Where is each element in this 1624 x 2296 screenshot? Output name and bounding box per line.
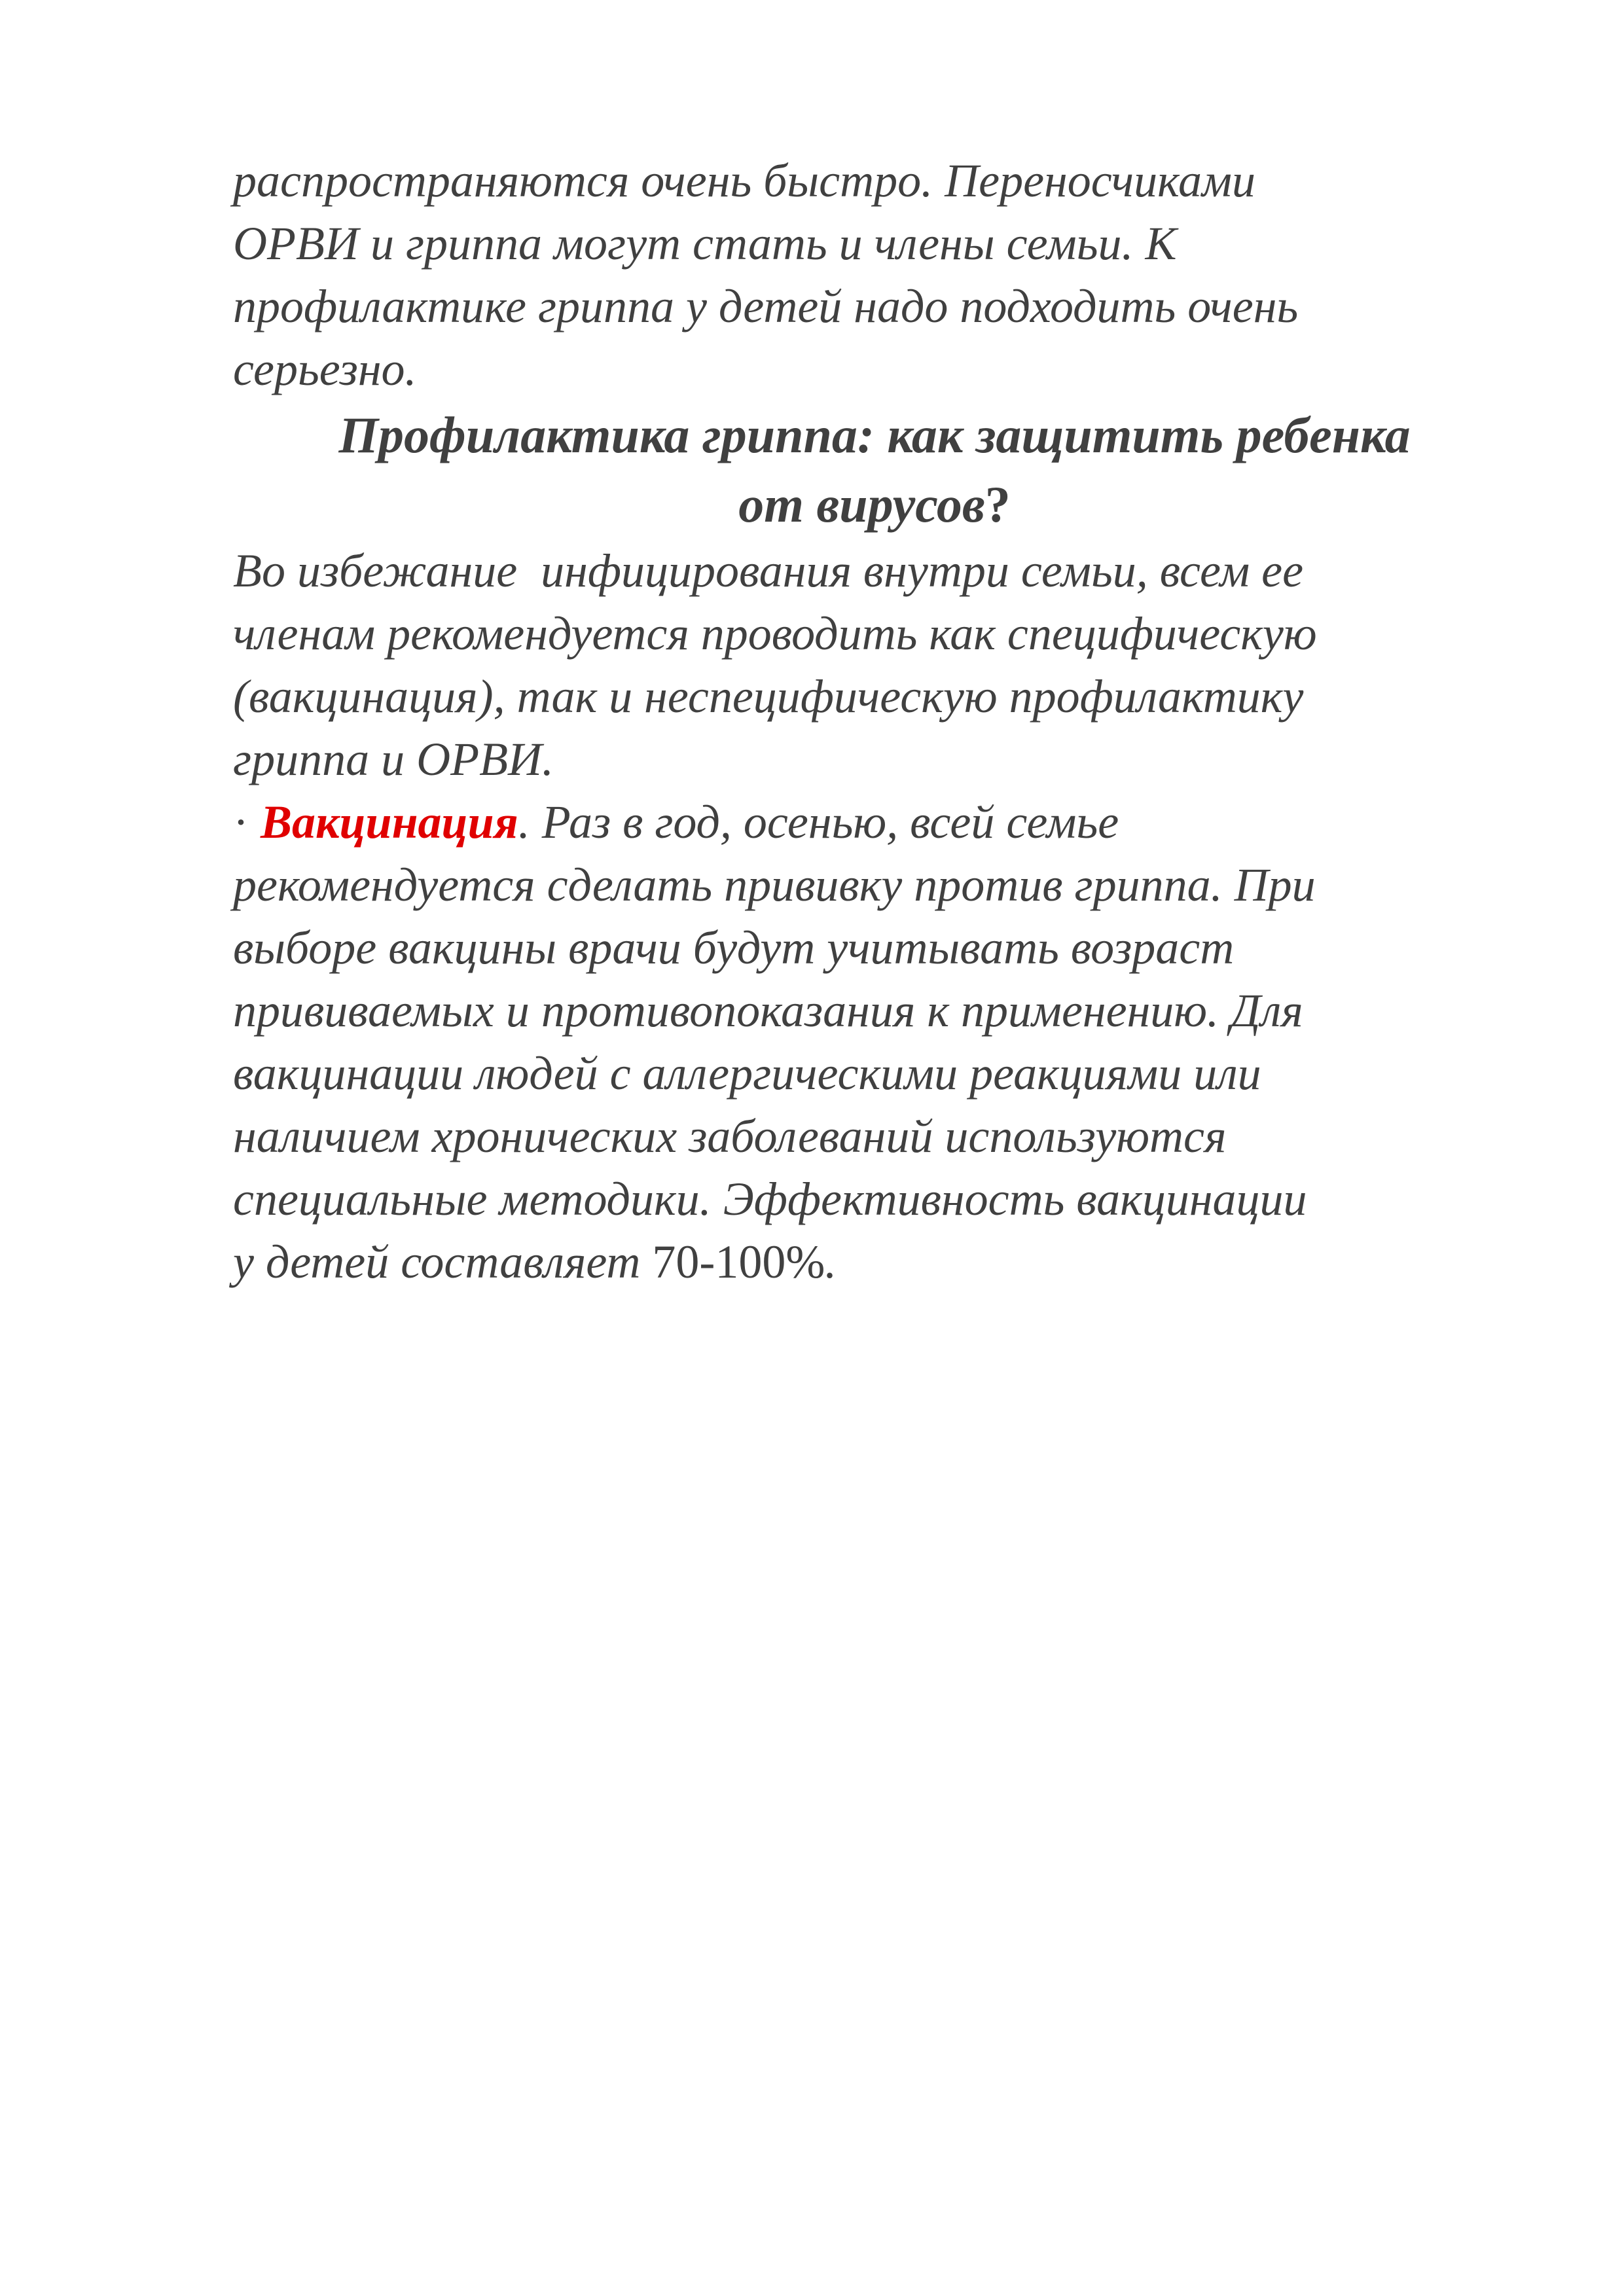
bullet-icon: ·	[233, 796, 249, 848]
vaccination-line-3: выборе вакцины врачи будут учитывать возраст	[233, 922, 1235, 974]
paragraph-line-4: гриппа и ОРВИ.	[233, 733, 554, 785]
vaccination-efficacy-value: 70-100%	[652, 1236, 825, 1288]
vaccination-term: Вакцинация	[260, 796, 518, 848]
intro-line-3: профилактике гриппа у детей надо подходить очень	[233, 280, 1299, 332]
paragraph-line-2: членам рекомендуется проводить как специфическую	[233, 607, 1317, 660]
vaccination-line-5: вакцинации людей с аллергическими реакциями или	[233, 1047, 1261, 1100]
vaccination-line-6: наличием хронических заболеваний используются	[233, 1110, 1227, 1162]
vaccination-line-1	[233, 791, 1516, 853]
paragraph-line-3: (вакцинация), так и неспецифическую профилактику	[233, 670, 1304, 723]
intro-line-4: серьезно.	[233, 343, 417, 395]
vaccination-line-4: прививаемых и противопоказания к применению. Для	[233, 984, 1303, 1037]
document-text	[233, 149, 1516, 1293]
vaccination-first-line-rest: . Раз в год, осенью, всей семье	[518, 796, 1119, 848]
section-heading-line-2-text: от вирусов	[738, 476, 985, 533]
section-heading-line-2	[233, 470, 1516, 539]
intro-line-1: распространяются очень быстро. Переносчиками	[233, 154, 1255, 207]
intro-line-2: ОРВИ и гриппа могут стать и члены семьи. К	[233, 217, 1177, 270]
vaccination-line-7: специальные методики. Эффективность вакцинации	[233, 1173, 1307, 1225]
section-heading-question-mark: ?	[984, 476, 1011, 533]
section-heading-line-1: Профилактика гриппа: как защитить ребенка	[338, 406, 1411, 463]
vaccination-line-8	[233, 1230, 1516, 1293]
vaccination-last-line-prefix: у детей составляет	[233, 1236, 653, 1288]
vaccination-line-2: рекомендуется сделать прививку против гриппа. При	[233, 859, 1316, 911]
vaccination-last-line-suffix: .	[825, 1236, 837, 1288]
paragraph-line-1: Во избежание инфицирования внутри семьи, всем ее	[233, 545, 1304, 597]
